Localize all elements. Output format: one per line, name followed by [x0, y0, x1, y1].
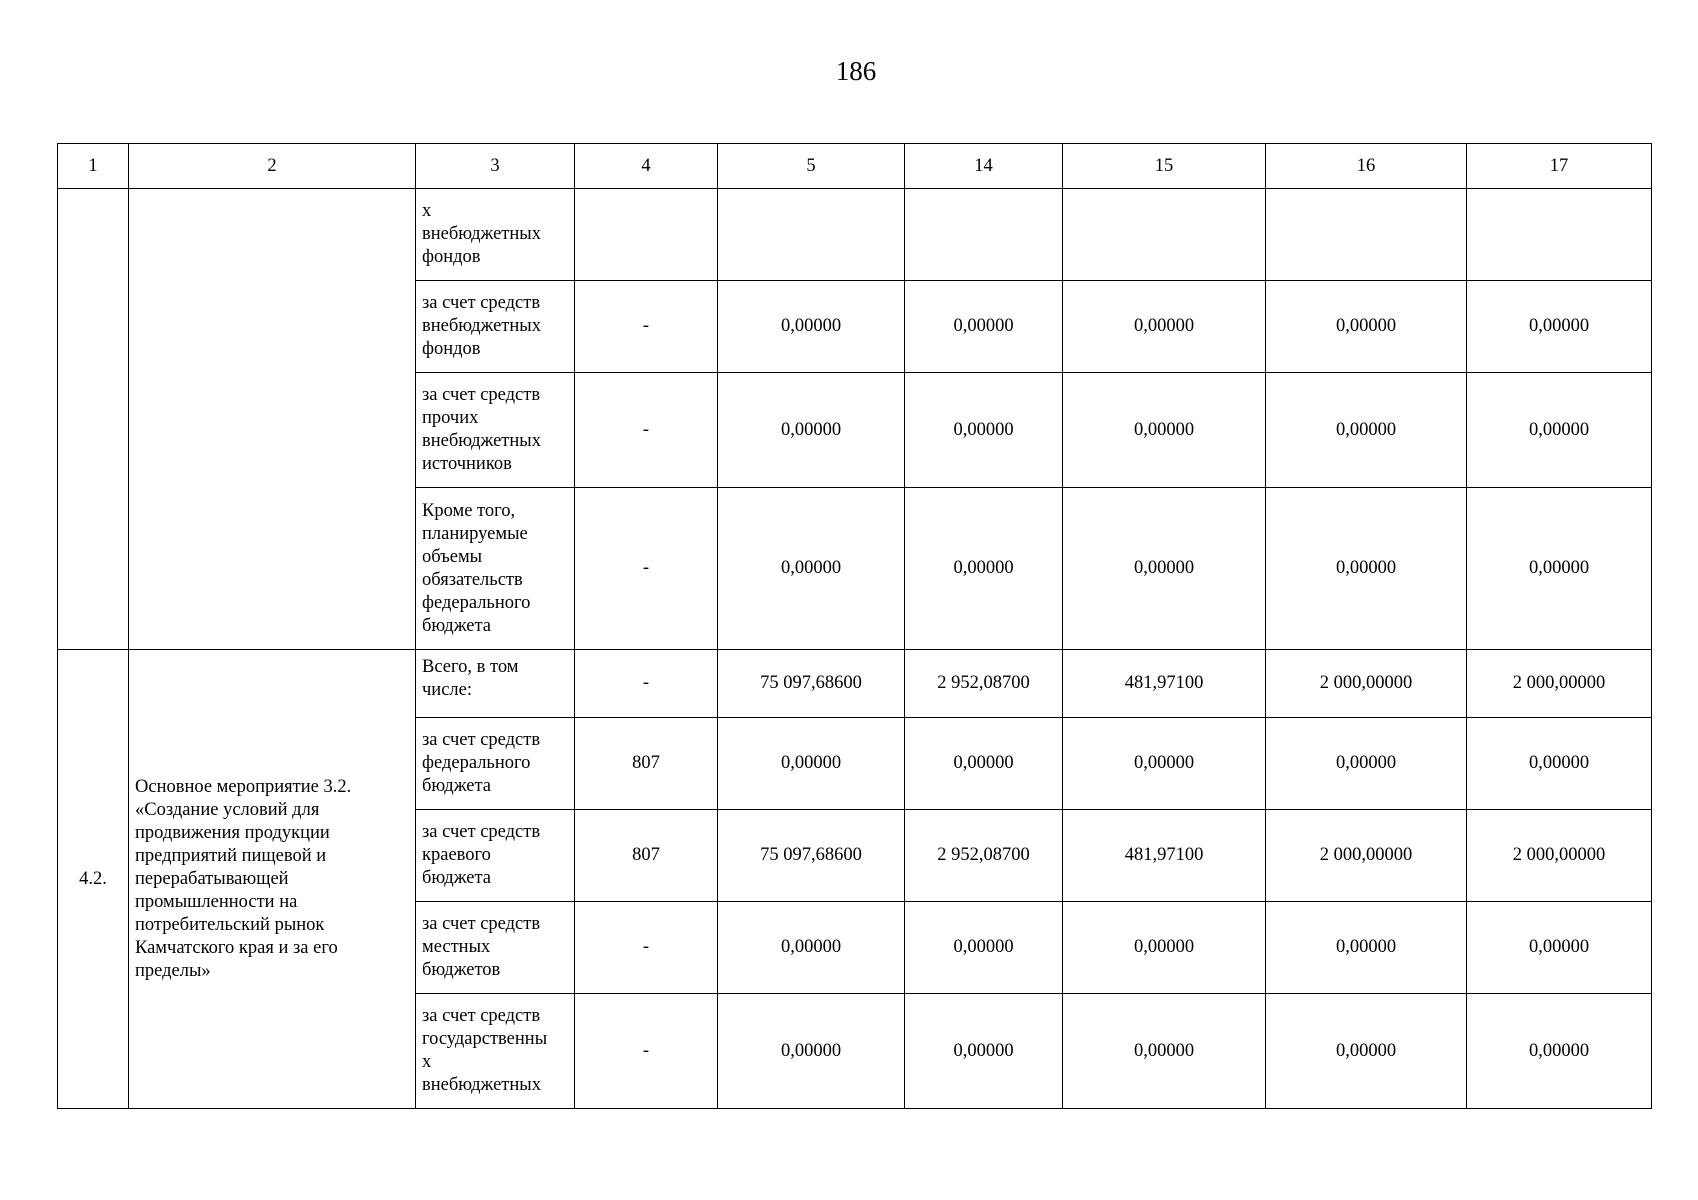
value-cell: 0,00000 [1266, 902, 1467, 994]
value-cell [718, 189, 905, 281]
value-cell: 0,00000 [718, 994, 905, 1109]
value-cell: 0,00000 [905, 373, 1063, 488]
column-header: 17 [1467, 144, 1652, 189]
value-cell: 0,00000 [718, 902, 905, 994]
funding-source-cell: за счет средств государственны х внебюджетных [416, 994, 575, 1109]
funding-source-cell: х внебюджетных фондов [416, 189, 575, 281]
row-number-cell: 4.2. [58, 650, 129, 1109]
value-cell: 0,00000 [1467, 718, 1652, 810]
column-header: 3 [416, 144, 575, 189]
value-cell: 2 000,00000 [1266, 650, 1467, 718]
value-cell: 0,00000 [1467, 373, 1652, 488]
value-cell [575, 189, 718, 281]
funding-source-cell: за счет средств внебюджетных фондов [416, 281, 575, 373]
value-cell: 0,00000 [905, 902, 1063, 994]
value-cell: 0,00000 [1467, 281, 1652, 373]
value-cell: 0,00000 [905, 488, 1063, 650]
measure-name-cell [129, 189, 416, 650]
value-cell: 2 000,00000 [1467, 810, 1652, 902]
value-cell [1266, 189, 1467, 281]
value-cell: 0,00000 [718, 373, 905, 488]
value-cell: 2 952,08700 [905, 810, 1063, 902]
value-cell: 2 000,00000 [1467, 650, 1652, 718]
value-cell: 0,00000 [718, 488, 905, 650]
column-header: 15 [1063, 144, 1266, 189]
value-cell: 0,00000 [905, 718, 1063, 810]
value-cell: 0,00000 [1467, 902, 1652, 994]
funding-source-cell: за счет средств федерального бюджета [416, 718, 575, 810]
funding-source-cell: за счет средств прочих внебюджетных источников [416, 373, 575, 488]
table-header-row [58, 144, 1652, 189]
value-cell: - [575, 488, 718, 650]
value-cell: 481,97100 [1063, 810, 1266, 902]
value-cell: - [575, 373, 718, 488]
value-cell: 75 097,68600 [718, 810, 905, 902]
column-header: 1 [58, 144, 129, 189]
value-cell: 0,00000 [1063, 373, 1266, 488]
value-cell: 0,00000 [1266, 488, 1467, 650]
budget-table [57, 143, 1652, 1109]
value-cell: 2 952,08700 [905, 650, 1063, 718]
column-header: 2 [129, 144, 416, 189]
column-header: 5 [718, 144, 905, 189]
value-cell: 0,00000 [718, 281, 905, 373]
value-cell: 0,00000 [1063, 994, 1266, 1109]
value-cell: 0,00000 [1063, 281, 1266, 373]
value-cell: 0,00000 [718, 718, 905, 810]
page-number: 186 [835, 56, 877, 86]
value-cell [1063, 189, 1266, 281]
value-cell: 0,00000 [1467, 994, 1652, 1109]
value-cell: 0,00000 [1266, 373, 1467, 488]
value-cell: 0,00000 [905, 281, 1063, 373]
value-cell: - [575, 902, 718, 994]
value-cell: 75 097,68600 [718, 650, 905, 718]
value-cell: 0,00000 [1266, 718, 1467, 810]
table-row [58, 189, 1652, 281]
funding-source-cell: за счет средств местных бюджетов [416, 902, 575, 994]
value-cell: 481,97100 [1063, 650, 1266, 718]
value-cell: - [575, 650, 718, 718]
value-cell: 0,00000 [905, 994, 1063, 1109]
value-cell: 0,00000 [1266, 281, 1467, 373]
column-header: 4 [575, 144, 718, 189]
value-cell: 0,00000 [1063, 718, 1266, 810]
funding-source-cell: Всего, в том числе: [416, 650, 575, 718]
value-cell: 807 [575, 810, 718, 902]
value-cell: 0,00000 [1467, 488, 1652, 650]
column-header: 14 [905, 144, 1063, 189]
value-cell: 0,00000 [1063, 902, 1266, 994]
value-cell: 807 [575, 718, 718, 810]
column-header: 16 [1266, 144, 1467, 189]
value-cell: 0,00000 [1063, 488, 1266, 650]
value-cell: - [575, 281, 718, 373]
measure-name-cell: Основное мероприятие 3.2. «Создание условий для продвижения продукции предприятий пищевой и перерабатывающей промышленности на потребительский рынок Камчатского края и за его пределы» [129, 650, 416, 1109]
value-cell: - [575, 994, 718, 1109]
value-cell: 0,00000 [1266, 994, 1467, 1109]
value-cell [905, 189, 1063, 281]
value-cell [1467, 189, 1652, 281]
row-number-cell [58, 189, 129, 650]
funding-source-cell: Кроме того, планируемые объемы обязательств федерального бюджета [416, 488, 575, 650]
value-cell: 2 000,00000 [1266, 810, 1467, 902]
funding-source-cell: за счет средств краевого бюджета [416, 810, 575, 902]
table-row [58, 650, 1652, 718]
